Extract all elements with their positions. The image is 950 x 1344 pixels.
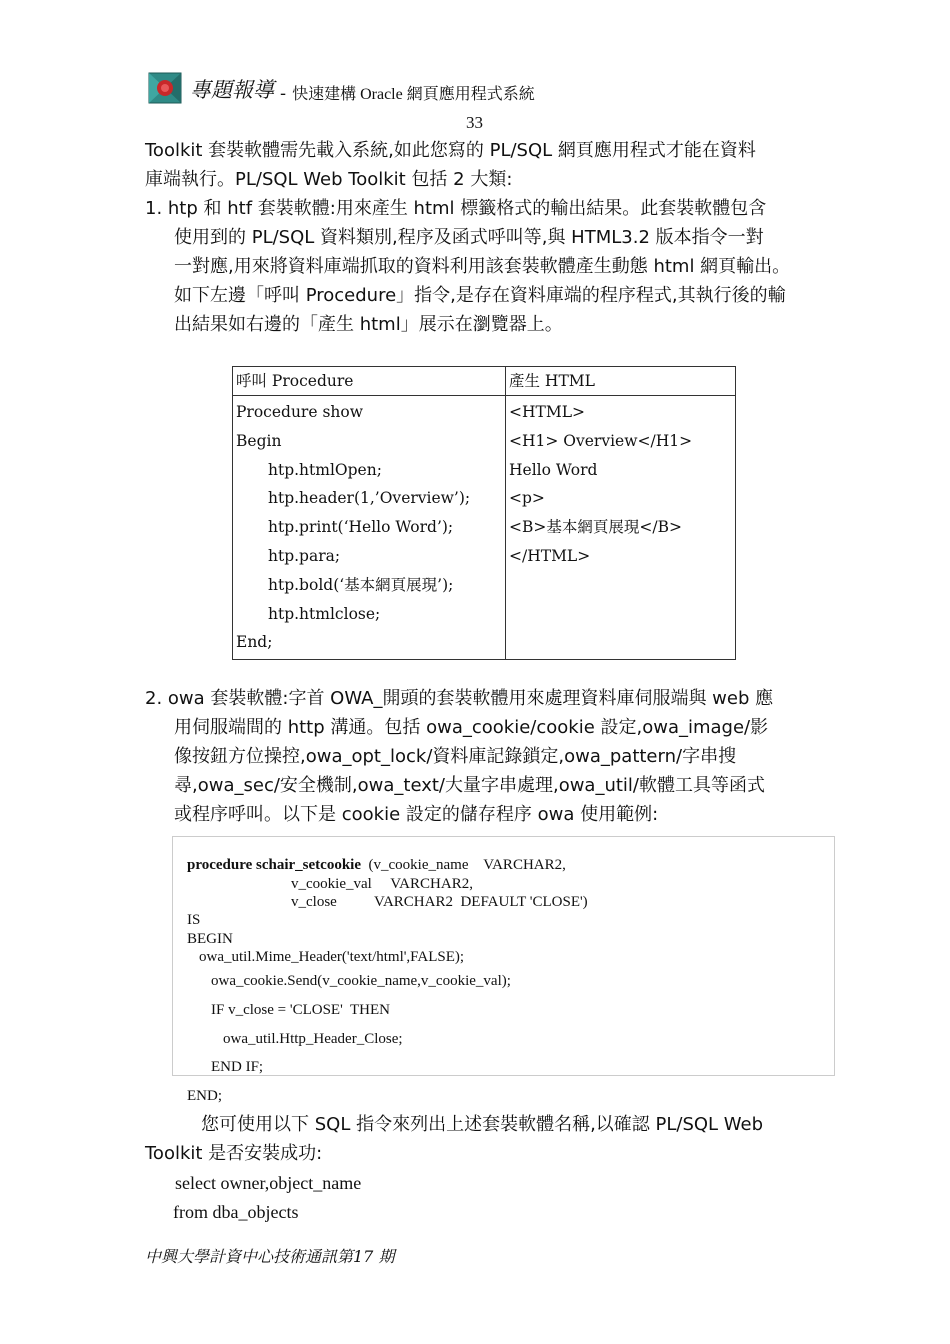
code-param-2: v_cookie_val VARCHAR2,: [291, 876, 473, 892]
table-body-row: [233, 396, 736, 660]
proc-line: htp.htmlclose;: [268, 604, 381, 623]
outro-line-1: 您可使用以下 SQL 指令來列出上述套裝軟體名稱,以確認 PL/SQL Web: [201, 1114, 764, 1135]
header-subtitle: 快速建構 Oracle 網頁應用程式系統: [292, 86, 535, 103]
code-line-1: owa_util.Mime_Header('text/html',FALSE);: [199, 949, 465, 965]
code-is: IS: [187, 912, 201, 928]
code-param-3: v_close VARCHAR2 DEFAULT 'CLOSE'): [291, 894, 588, 910]
proc-line: htp.htmlOpen;: [268, 460, 382, 479]
newsletter-logo-icon: [148, 72, 182, 104]
sql-line-1: select owner,object_name: [175, 1173, 362, 1193]
code-line-5: END IF;: [211, 1059, 264, 1075]
item1-line-4: 如下左邊「呼叫 Procedure」指令,是存在資料庫端的程序程式,其執行後的輸: [174, 285, 786, 306]
item2-line-1: 2. owa 套裝軟體:字首 OWA_開頭的套裝軟體用來處理資料庫伺服端與 web 應: [145, 688, 774, 709]
code-line-4: owa_util.Http_Header_Close;: [223, 1031, 403, 1047]
html-line: </HTML>: [509, 546, 591, 565]
code-proc-line: [187, 857, 566, 874]
html-line: <B>基本網頁展現</B>: [509, 518, 682, 537]
header-title: 專題報導: [190, 78, 274, 102]
procedure-code-cell: [233, 396, 506, 660]
item2-line-3: 像按鈕方位操控,owa_opt_lock/資料庫記錄鎖定,owa_pattern/字串搜: [174, 746, 737, 767]
proc-line: Begin: [236, 431, 282, 450]
proc-line: htp.header(1,’Overview’);: [268, 489, 471, 508]
table-header-html: 產生 HTML: [506, 367, 736, 396]
html-line: <H1> Overview</H1>: [509, 431, 693, 450]
code-proc-params: (v_cookie_name VARCHAR2,: [361, 857, 566, 873]
page-footer: 中興大學計資中心技術通訊第17 期: [145, 1247, 395, 1266]
header-dash: -: [280, 83, 287, 104]
page-header: [148, 68, 535, 104]
item1-line-1: 1. htp 和 htf 套裝軟體:用來產生 html 標籤格式的輸出結果。此套裝軟體包含: [145, 198, 767, 219]
item1-line-2: 使用到的 PL/SQL 資料類別,程序及函式呼叫等,與 HTML3.2 版本指令一對: [174, 227, 764, 248]
item1-line-3: 一對應,用來將資料庫端抓取的資料利用該套裝軟體產生動態 html 網頁輸出。: [174, 256, 791, 277]
procedure-table: [232, 366, 736, 660]
html-line: Hello Word: [509, 460, 598, 479]
html-line: <HTML>: [509, 403, 585, 421]
table-header-procedure: 呼叫 Procedure: [233, 367, 506, 396]
item1-line-5: 出結果如右邊的「產生 html」展示在瀏覽器上。: [174, 314, 563, 335]
code-end: END;: [187, 1088, 222, 1104]
proc-line: Procedure show: [236, 403, 363, 421]
proc-line: htp.para;: [268, 546, 341, 565]
html-output-cell: [506, 396, 736, 660]
table-header-row: [233, 367, 736, 396]
outro-line-2: Toolkit 是否安裝成功:: [145, 1143, 323, 1164]
proc-line: End;: [236, 633, 273, 652]
intro-line-1: Toolkit 套裝軟體需先載入系統,如此您寫的 PL/SQL 網頁應用程式才能在資料: [145, 140, 756, 161]
proc-line: htp.print(‘Hello Word’);: [268, 518, 454, 537]
code-line-2: owa_cookie.Send(v_cookie_name,v_cookie_val);: [211, 973, 511, 989]
code-proc-keyword: procedure schair_setcookie: [187, 857, 362, 873]
item2-line-5: 或程序呼叫。以下是 cookie 設定的儲存程序 owa 使用範例:: [174, 804, 659, 825]
item2-line-2: 用伺服端間的 http 溝通。包括 owa_cookie/cookie 設定,owa_image/影: [174, 717, 769, 738]
intro-line-2: 庫端執行。PL/SQL Web Toolkit 包括 2 大類:: [145, 169, 513, 190]
proc-line: htp.bold(‘基本網頁展現’);: [268, 575, 454, 594]
code-line-3: IF v_close = 'CLOSE' THEN: [211, 1002, 390, 1018]
html-line: <p>: [509, 489, 545, 508]
sql-line-2: from dba_objects: [173, 1202, 299, 1222]
code-begin: BEGIN: [187, 931, 233, 947]
page-number: 33: [466, 113, 483, 132]
item2-line-4: 尋,owa_sec/安全機制,owa_text/大量字串處理,owa_util/軟體工具等函式: [174, 775, 765, 796]
